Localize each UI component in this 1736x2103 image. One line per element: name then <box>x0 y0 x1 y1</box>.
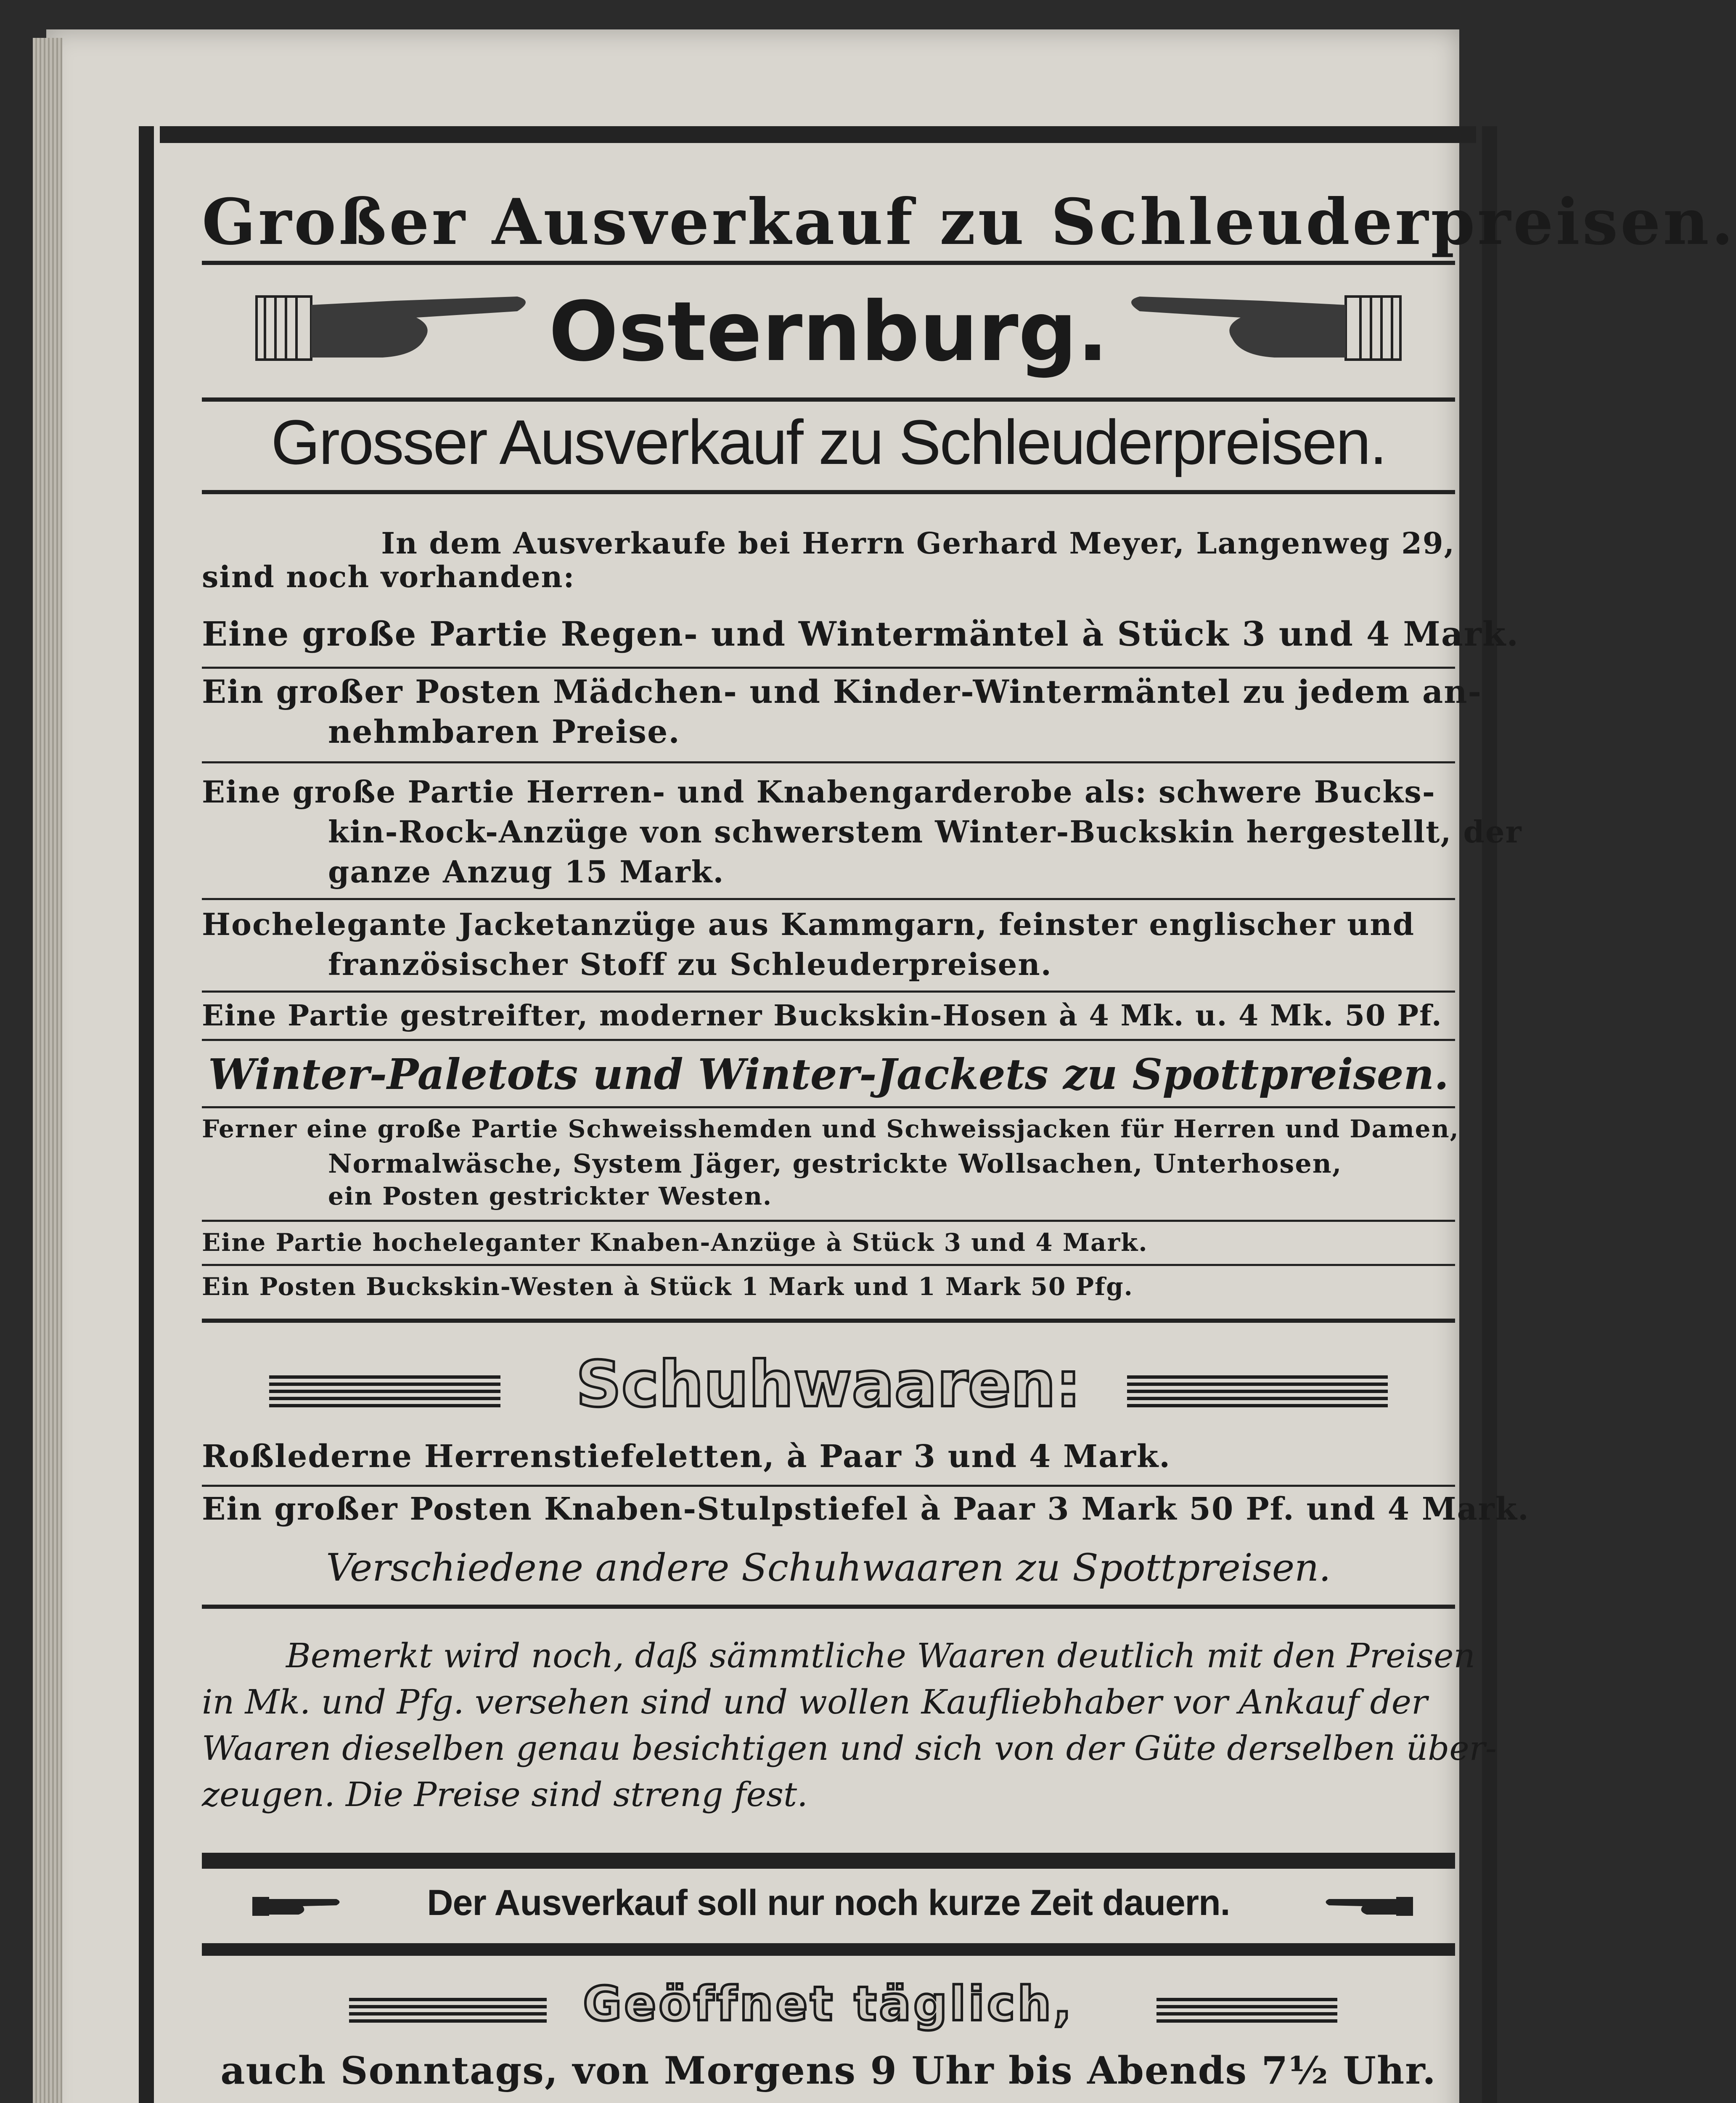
rule <box>202 761 1455 763</box>
thick-rule <box>202 1853 1455 1869</box>
rule <box>202 1106 1455 1108</box>
rule <box>202 1319 1455 1323</box>
headline-roman: Grosser Ausverkauf zu Schleuderpreisen. <box>271 407 1386 477</box>
item-garderobe-3: ganze Anzug 15 Mark. <box>328 854 725 890</box>
shoe-item-1: Roßlederne Herrenstiefeletten, à Paar 3 und 4 Mark. <box>202 1438 1171 1475</box>
item-undershirts-2: Normalwäsche, System Jäger, gestrickte Wollsachen, Unterhosen, <box>328 1148 1342 1179</box>
shoe-item-2: Ein großer Posten Knaben-Stulpstiefel à Paar 3 Mark 50 Pf. und 4 Mark. <box>202 1491 1530 1527</box>
item-undershirts-3: ein Posten gestrickter Westen. <box>328 1182 773 1210</box>
rule <box>202 397 1455 402</box>
note-line-1: Bemerkt wird noch, daß sämmtliche Waaren deutlich mit den Preisen <box>286 1636 1475 1675</box>
shoes-title: Schuhwaaren: <box>576 1348 1081 1421</box>
item-girls-coats-1: Ein großer Posten Mädchen- und Kinder-Wintermäntel zu jedem an- <box>202 673 1482 710</box>
rule <box>202 490 1455 494</box>
rule <box>202 1039 1455 1041</box>
item-raincoats: Eine große Partie Regen- und Wintermäntel à Stück 3 und 4 Mark. <box>202 614 1519 654</box>
rule <box>202 1605 1455 1609</box>
note-line-3: Waaren dieselben genau besichtigen und sich von der Güte derselben über- <box>202 1729 1497 1768</box>
item-boys-suits: Eine Partie hocheleganter Knaben-Anzüge à Stück 3 und 4 Mark. <box>202 1228 1148 1257</box>
intro-line-2: sind noch vorhanden: <box>202 559 575 594</box>
rule <box>202 261 1455 265</box>
note-line-4: zeugen. Die Preise sind streng fest. <box>202 1775 808 1814</box>
frame-top-rule <box>160 126 1476 143</box>
rule <box>202 991 1455 993</box>
item-buckskin-vests: Ein Posten Buckskin-Westen à Stück 1 Mark und 1 Mark 50 Pfg. <box>202 1272 1133 1301</box>
short-time-notice: Der Ausverkauf soll nur noch kurze Zeit dauern. <box>427 1883 1230 1923</box>
item-buckskin-trousers: Eine Partie gestreifter, moderner Buckskin-Hosen à 4 Mk. u. 4 Mk. 50 Pf. <box>202 999 1442 1033</box>
thick-rule <box>202 1943 1455 1956</box>
item-jackets-1: Hochelegante Jacketanzüge aus Kammgarn, feinster englischer und <box>202 906 1415 942</box>
item-jackets-2: französischer Stoff zu Schleuderpreisen. <box>328 946 1052 982</box>
item-garderobe-1: Eine große Partie Herren- und Knabengarderobe als: schwere Bucks- <box>202 774 1436 810</box>
headline-fraktur: Großer Ausverkauf zu Schleuderpreisen. <box>202 185 1736 259</box>
intro-line-1: In dem Ausverkaufe bei Herrn Gerhard Meyer, Langenweg 29, <box>381 526 1455 561</box>
town-name: Osternburg. <box>548 284 1109 379</box>
rule <box>202 898 1455 900</box>
note-line-2: in Mk. und Pfg. versehen sind und wollen Kaufliebhaber vor Ankauf der <box>202 1682 1428 1722</box>
opening-title: Geöffnet täglich, <box>583 1977 1074 2031</box>
item-girls-coats-2: nehmbaren Preise. <box>328 713 680 750</box>
advertisement-content <box>202 145 1736 2103</box>
rule <box>202 1264 1455 1266</box>
rule <box>202 1220 1455 1222</box>
shoe-item-3: Verschiedene andere Schuhwaaren zu Spottpreisen. <box>326 1546 1331 1590</box>
item-garderobe-2: kin-Rock-Anzüge von schwerstem Winter-Buckskin hergestellt, der <box>328 814 1522 850</box>
item-undershirts-1: Ferner eine große Partie Schweisshemden und Schweissjacken für Herren und Damen, <box>202 1115 1459 1143</box>
rule <box>202 667 1455 669</box>
opening-hours: auch Sonntags, von Morgens 9 Uhr bis Abends 7½ Uhr. <box>220 2048 1437 2093</box>
item-paletots: Winter-Paletots und Winter-Jackets zu Spottpreisen. <box>208 1049 1449 1099</box>
page-edge <box>33 38 62 2103</box>
rule <box>202 1485 1455 1487</box>
